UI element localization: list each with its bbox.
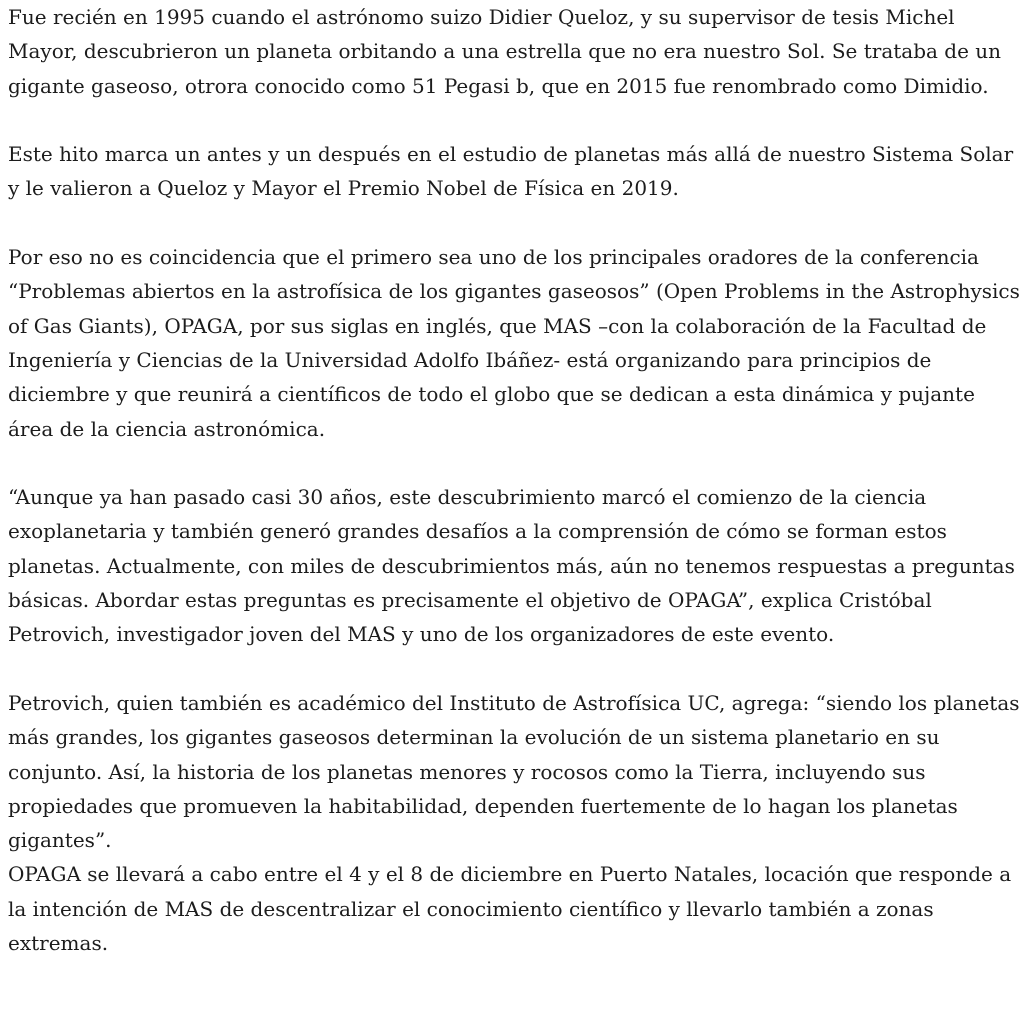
- paragraph-discovery: Fue recién en 1995 cuando el astrónomo suizo Didier Queloz, y su supervisor de tesis Michel Mayor, descubrieron un planeta orbitando a una estrella que no era nuestro Sol. Se trataba de un gigante gaseoso, otrora conocido como 51 Pegasi b, que en 2015 fue renombrado como Dimidio.: [8, 5, 1002, 98]
- paragraph-gas-giants: Petrovich, quien también es académico del Instituto de Astrofísica UC, agrega: “siendo los planetas más grandes, los gigantes gaseosos determinan la evolución de un sistema planetario en su conjunto. Así, la historia de los planetas menores y rocosos como la Tierra, incluyendo sus propiedades que promueven la habitabilidad, dependen fuertemente de lo hagan los planetas gigantes”.: [8, 690, 1020, 853]
- paragraph-nobel: Este hito marca un antes y un después en el estudio de planetas más allá de nuestro Sistema Solar y le valieron a Queloz y Mayor el Premio Nobel de Física en 2019.: [8, 142, 1014, 201]
- paragraph-quote-petrovich: “Aunque ya han pasado casi 30 años, este descubrimiento marcó el comienzo de la ciencia exoplanetaria y también generó grandes desafíos a la comprensión de cómo se forman estos planetas. Actualmente, con miles de descubrimientos más, aún no tenemos respuestas a preguntas básicas. Abordar estas preguntas es precisamente el objetivo de OPAGA”, explica Cristóbal Petrovich, investigador joven del MAS y uno de los organizadores de este evento.: [8, 485, 1015, 647]
- paragraph-conference: Por eso no es coincidencia que el primero sea uno de los principales oradores de la conferencia “Problemas abiertos en la astrofísica de los gigantes gaseosos” (Open Problems in the Astrophysics of Gas Giants), OPAGA, por sus siglas en inglés, que MAS –con la colaboración de la Facultad de Ingeniería y Ciencias de la Universidad Adolfo Ibáñez- está organizando para principios de diciembre y que reunirá a científicos de todo el globo que se dedican a esta dinámica y pujante área de la ciencia astronómica.: [8, 245, 1020, 441]
- paragraph-location: OPAGA se llevará a cabo entre el 4 y el 8 de diciembre en Puerto Natales, locación que responde a la intención de MAS de descentralizar el conocimiento científico y llevarlo también a zonas extremas.: [8, 862, 1012, 956]
